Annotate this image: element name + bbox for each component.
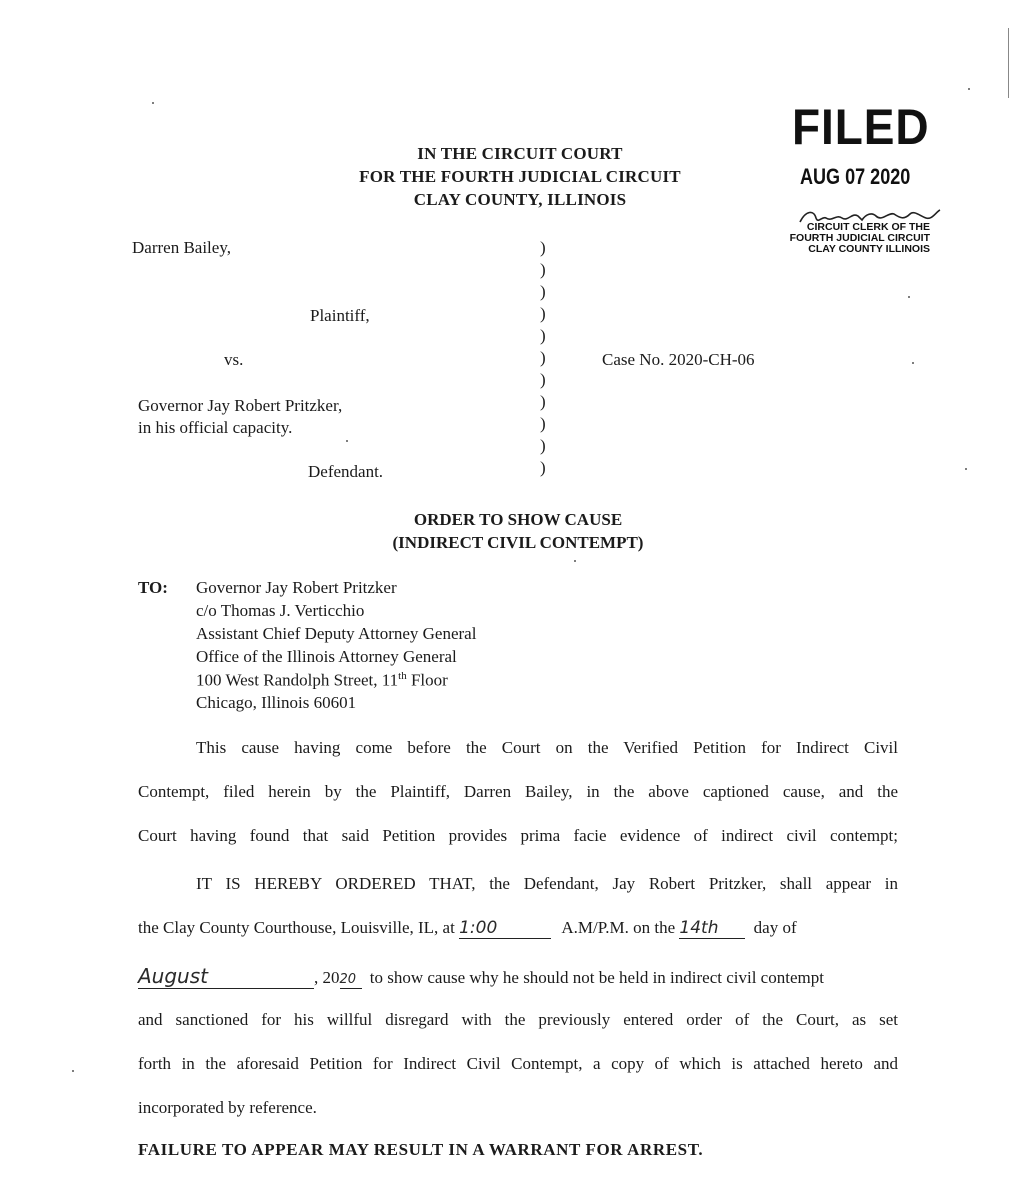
addressee-line: Office of the Illinois Attorney General (196, 647, 457, 666)
street-floor: Floor (406, 670, 448, 690)
scan-edge-line (1008, 28, 1009, 98)
scan-speck (965, 468, 967, 470)
scan-speck (968, 88, 970, 90)
body-p2-line6: incorporated by reference. (138, 1098, 317, 1117)
order-title-line1: ORDER TO SHOW CAUSE (413, 510, 623, 529)
scan-speck (908, 296, 910, 298)
caption-bracket: ) (540, 458, 546, 477)
caption-bracket: ) (540, 392, 546, 411)
year-prefix: , 20 (314, 968, 340, 987)
caption-bracket: ) (540, 238, 546, 257)
scan-speck (346, 440, 348, 442)
clerk-title-line2: FOURTH JUDICIAL CIRCUIT (789, 232, 930, 244)
addressee-street (196, 670, 448, 691)
addressee-line: c/o Thomas J. Verticchio (196, 601, 365, 620)
courthouse-text: the Clay County Courthouse, Louisville, IL, at (138, 918, 455, 937)
day-handwritten: 14th (679, 918, 719, 938)
year-handwritten: 20 (339, 972, 357, 987)
year-blank (340, 968, 362, 989)
arrest-warning: FAILURE TO APPEAR MAY RESULT IN A WARRANT FOR ARREST. (138, 1140, 704, 1159)
body-p2-line1: IT IS HEREBY ORDERED THAT, the Defendant, Jay Robert Pritzker, shall appear in (196, 874, 898, 893)
street-ordinal: th (398, 670, 407, 682)
filed-date: AUG 07 2020 (800, 164, 911, 189)
clerk-title-line3: CLAY COUNTY ILLINOIS (808, 243, 930, 255)
month-handwritten: August (138, 964, 208, 988)
caption-bracket: ) (540, 370, 546, 389)
caption-bracket: ) (540, 304, 546, 323)
caption-bracket: ) (540, 282, 546, 301)
caption-bracket: ) (540, 436, 546, 455)
body-p2-line3 (138, 964, 824, 989)
month-blank (138, 964, 314, 989)
scan-speck (72, 1070, 74, 1072)
versus-label: vs. (224, 350, 244, 369)
day-blank (679, 918, 745, 939)
street-text: 100 West Randolph Street, 11 (196, 670, 399, 690)
scan-speck (152, 102, 154, 104)
to-label: TO: (138, 578, 168, 597)
body-p2-line2 (138, 918, 797, 939)
defendant-label: Defendant. (308, 462, 384, 481)
ampm-text: A.M/P.M. on the (561, 918, 676, 937)
show-cause-text: to show cause why he should not be held in indirect civil contempt (369, 968, 824, 987)
day-of-text: day of (753, 918, 797, 937)
court-heading-line2: FOR THE FOURTH JUDICIAL CIRCUIT (359, 167, 681, 186)
defendant-name: Governor Jay Robert Pritzker, (138, 396, 343, 415)
caption-bracket: ) (540, 348, 546, 367)
plaintiff-label: Plaintiff, (310, 306, 370, 325)
time-handwritten: 1:00 (459, 918, 498, 938)
defendant-capacity: in his official capacity. (138, 418, 293, 437)
order-title-line2: (INDIRECT CIVIL CONTEMPT) (392, 533, 644, 552)
plaintiff-name: Darren Bailey, (132, 238, 231, 257)
filed-stamp: FILED (792, 99, 930, 155)
court-heading-line3: CLAY COUNTY, ILLINOIS (413, 190, 627, 209)
body-p1-line2: Contempt, filed herein by the Plaintiff, Darren Bailey, in the above captioned cause, and the (138, 782, 898, 801)
clerk-title-line1: CIRCUIT CLERK OF THE (806, 221, 930, 233)
body-p2-line4: and sanctioned for his willful disregard with the previously entered order of the Court, as set (138, 1010, 898, 1029)
addressee-line: Governor Jay Robert Pritzker (196, 578, 397, 597)
caption-bracket: ) (540, 414, 546, 433)
case-number: Case No. 2020-CH-06 (602, 350, 755, 369)
addressee-line: Assistant Chief Deputy Attorney General (196, 624, 477, 643)
time-blank (459, 918, 551, 939)
body-p1-line1: This cause having come before the Court on the Verified Petition for Indirect Civil (196, 738, 898, 757)
addressee-city: Chicago, Illinois 60601 (196, 693, 357, 712)
caption-bracket: ) (540, 260, 546, 279)
court-heading-line1: IN THE CIRCUIT COURT (417, 144, 623, 163)
scan-speck (912, 362, 914, 364)
scan-speck (574, 560, 576, 562)
caption-bracket: ) (540, 326, 546, 345)
body-p1-line3: Court having found that said Petition provides prima facie evidence of indirect civil contempt; (138, 826, 898, 845)
body-p2-line5: forth in the aforesaid Petition for Indirect Civil Contempt, a copy of which is attached hereto and (138, 1054, 898, 1073)
